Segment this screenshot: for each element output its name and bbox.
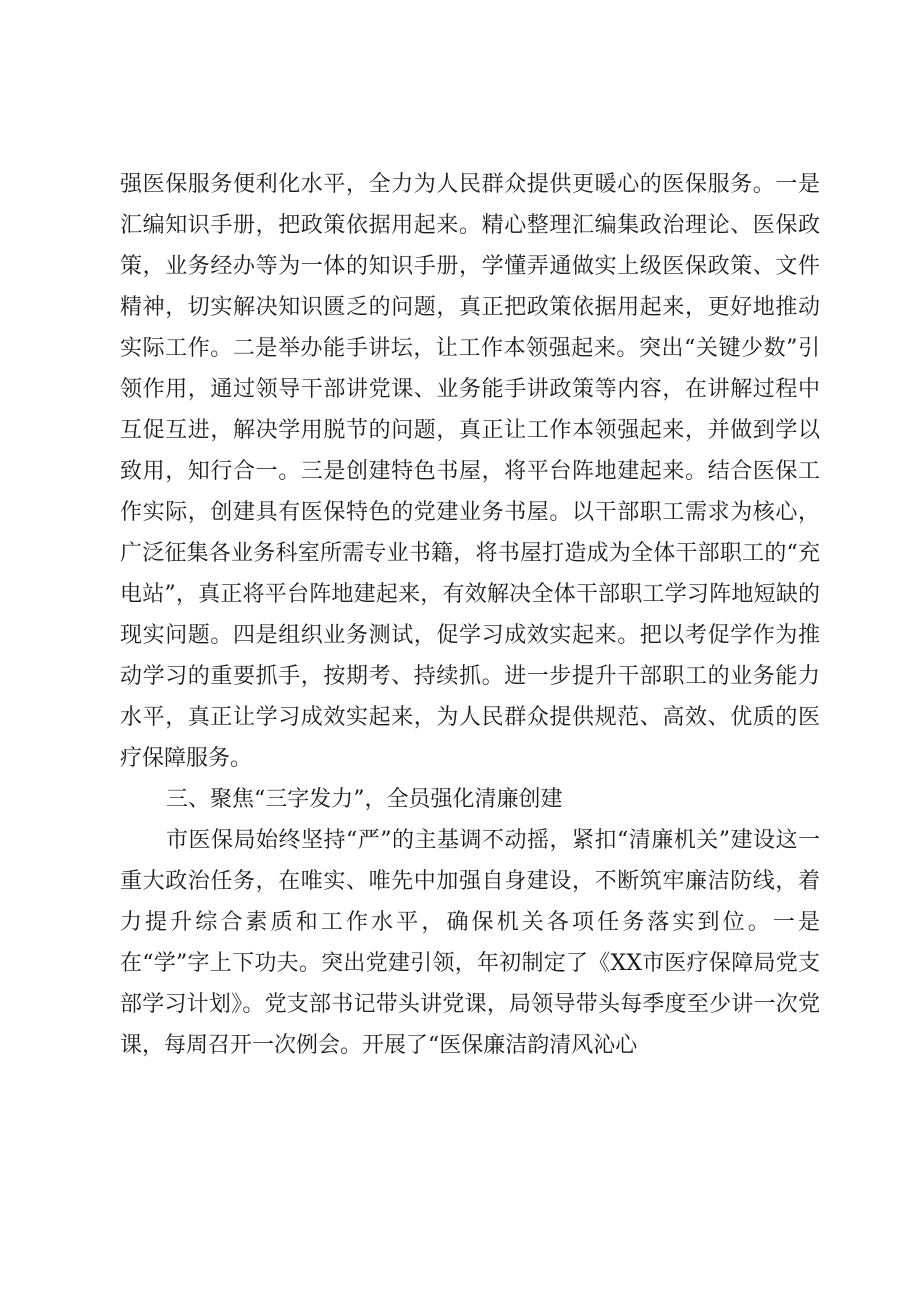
document-body bbox=[120, 164, 820, 1066]
paragraph-continued-text: 强医保服务便利化水平，全力为人民群众提供更暖心的医保服务。一是汇编知识手册，把政策依据用起来。精心整理汇编集政治理论、医保政策，业务经办等为一体的知识手册，学懂弄通做实上级医保政策、文件精神，切实解决知识匮乏的问题，真正把政策依据用起来，更好地推动实际工作。二是举办能手讲坛，让工作本领强起来。突出“关键少数”引领作用，通过领导干部讲党课、业务能手讲政策等内容，在讲解过程中互促互进，解决学用脱节的问题，真正让工作本领强起来，并做到学以致用，知行合一。三是创建特色书屋，将平台阵地建起来。结合医保工作实际，创建具有医保特色的党建业务书屋。以干部职工需求为核心，广泛征集各业务科室所需专业书籍，将书屋打造成为全体干部职工的“充电站”，真正将平台阵地建起来，有效解决全体干部职工学习阵地短缺的现实问题。四是组织业务测试，促学习成效实起来。把以考促学作为推动学习的重要抓手，按期考、持续抓。进一步提升干部职工的业务能力水平，真正让学习成效实起来，为人民群众提供规范、高效、优质的医疗保障服务。 bbox=[120, 172, 820, 771]
section-heading: 三、聚焦“三字发力”，全员强化清廉创建 bbox=[166, 787, 563, 812]
paragraph-text: 市医保局始终坚持“严”的主基调不动摇，紧扣“清廉机关”建设这一重大政治任务，在唯实、唯先中加强自身建设，不断筑牢廉洁防线，着力提升综合素质和工作水平，确保机关各项任务落实到位。一是在“学”字上下功夫。突出党建引领，年初制定了《XX市医疗保障局党支部学习计划》。党支部书记带头讲党课，局领导带头每季度至少讲一次党课，每周召开一次例会。开展了“医保廉洁韵清风沁心 bbox=[120, 828, 820, 1058]
